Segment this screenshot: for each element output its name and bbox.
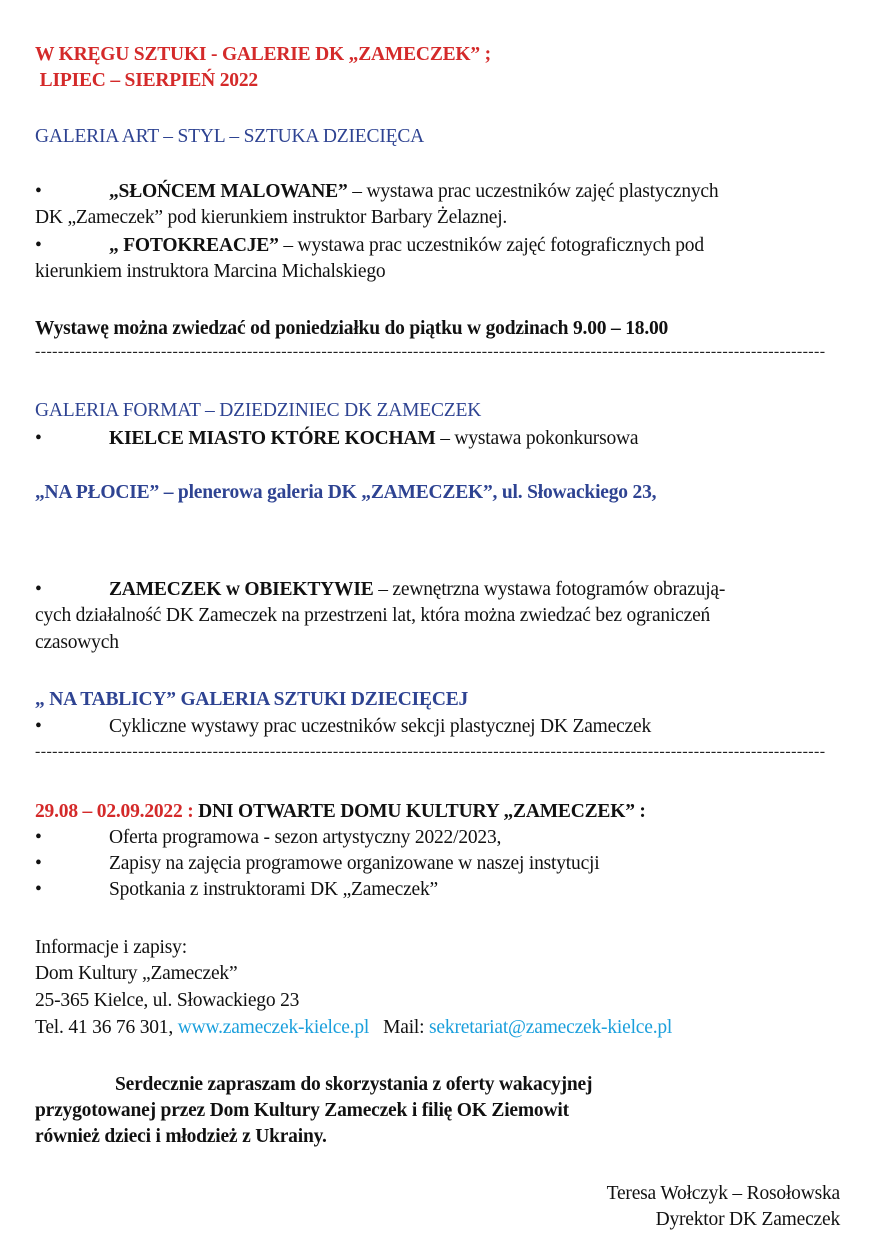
bullet-icon: • xyxy=(35,428,42,449)
divider: ------------------------------------------------------------------------------------------------------------------------------------------ xyxy=(35,743,826,760)
exhibition-description: – wystawa prac uczestników zajęć fotograficznych pod xyxy=(278,235,704,256)
open-days-heading xyxy=(35,799,646,825)
invitation-line1 xyxy=(35,1072,592,1098)
bullet-icon: • xyxy=(35,827,42,848)
opening-hours: Wystawę można zwiedzać od poniedziałku do piątku w godzinach 9.00 – 18.00 xyxy=(35,318,669,339)
divider: ------------------------------------------------------------------------------------------------------------------------------------------ xyxy=(35,343,826,360)
invitation-line3: również dzieci i młodzież z Ukrainy. xyxy=(35,1126,327,1147)
exhibition-description: – wystawa prac uczestników zajęć plastycznych xyxy=(347,181,719,202)
exhibition-title: ZAMECZEK w OBIEKTYWIE xyxy=(109,579,374,600)
contact-label: Informacje i zapisy: xyxy=(35,937,187,958)
section-heading-art-styl: GALERIA ART – STYL – SZTUKA DZIECIĘCA xyxy=(35,126,425,147)
exhibition-title: „ FOTOKREACJE” xyxy=(109,235,279,256)
signature-name: Teresa Wołczyk – Rosołowska xyxy=(606,1183,840,1204)
contact-phone: Tel. 41 36 76 301, xyxy=(35,1017,178,1038)
bullet-icon: • xyxy=(35,879,42,900)
list-item xyxy=(35,233,704,259)
contact-line xyxy=(35,1015,672,1041)
invitation-text: Serdecznie zapraszam do skorzystania z oferty wakacyjnej xyxy=(115,1074,593,1095)
bullet-icon: • xyxy=(35,579,42,600)
section-heading-format: GALERIA FORMAT – DZIEDZINIEC DK ZAMECZEK xyxy=(35,400,482,421)
section-heading-na-tablicy: „ NA TABLICY” GALERIA SZTUKI DZIECIĘCEJ xyxy=(35,689,469,710)
open-days-title: DNI OTWARTE DOMU KULTURY „ZAMECZEK” : xyxy=(198,801,646,822)
invitation-line2: przygotowanej przez Dom Kultury Zameczek i filię OK Ziemowit xyxy=(35,1100,569,1121)
list-item xyxy=(35,426,638,452)
website-link[interactable]: www.zameczek-kielce.pl xyxy=(177,1017,370,1038)
list-item-continuation: kierunkiem instruktora Marcina Michalskiego xyxy=(35,261,386,282)
list-item xyxy=(35,179,718,205)
contact-address: 25-365 Kielce, ul. Słowackiego 23 xyxy=(35,990,300,1011)
list-item-continuation: czasowych xyxy=(35,632,119,653)
mail-label: Mail: xyxy=(369,1017,430,1038)
bullet-icon: • xyxy=(35,716,42,737)
list-item xyxy=(35,825,501,851)
list-item-text: Zapisy na zajęcia programowe organizowane w naszej instytucji xyxy=(109,853,600,874)
section-heading-na-plocie: „NA PŁOCIE” – plenerowa galeria DK „ZAMECZEK”, ul. Słowackiego 23, xyxy=(35,482,657,503)
list-item-continuation: cych działalność DK Zameczek na przestrzeni lat, która można zwiedzać bez ograniczeń xyxy=(35,605,711,626)
email-link[interactable]: sekretariat@zameczek-kielce.pl xyxy=(429,1017,673,1038)
bullet-icon: • xyxy=(35,853,42,874)
open-days-dates: 29.08 – 02.09.2022 : xyxy=(35,801,199,822)
signature-role: Dyrektor DK Zameczek xyxy=(655,1209,840,1230)
list-item-text: Cykliczne wystawy prac uczestników sekcji plastycznej DK Zameczek xyxy=(109,716,651,737)
exhibition-description: – zewnętrzna wystawa fotogramów obrazują- xyxy=(373,579,726,600)
exhibition-title: KIELCE MIASTO KTÓRE KOCHAM xyxy=(109,428,436,449)
list-item-text: Spotkania z instruktorami DK „Zameczek” xyxy=(109,879,438,900)
contact-name: Dom Kultury „Zameczek” xyxy=(35,963,238,984)
list-item-text: Oferta programowa - sezon artystyczny 2022/2023, xyxy=(109,827,502,848)
exhibition-description: – wystawa pokonkursowa xyxy=(435,428,639,449)
list-item xyxy=(35,714,651,740)
list-item xyxy=(35,577,725,603)
list-item-continuation: DK „Zameczek” pod kierunkiem instruktor Barbary Żelaznej. xyxy=(35,207,508,228)
document-title-line2: LIPIEC – SIERPIEŃ 2022 xyxy=(35,70,258,91)
exhibition-title: „SŁOŃCEM MALOWANE” xyxy=(109,181,348,202)
bullet-icon: • xyxy=(35,181,42,202)
list-item xyxy=(35,851,599,877)
document-title-line1: W KRĘGU SZTUKI - GALERIE DK „ZAMECZEK” ; xyxy=(35,44,491,65)
bullet-icon: • xyxy=(35,235,42,256)
list-item xyxy=(35,877,438,903)
